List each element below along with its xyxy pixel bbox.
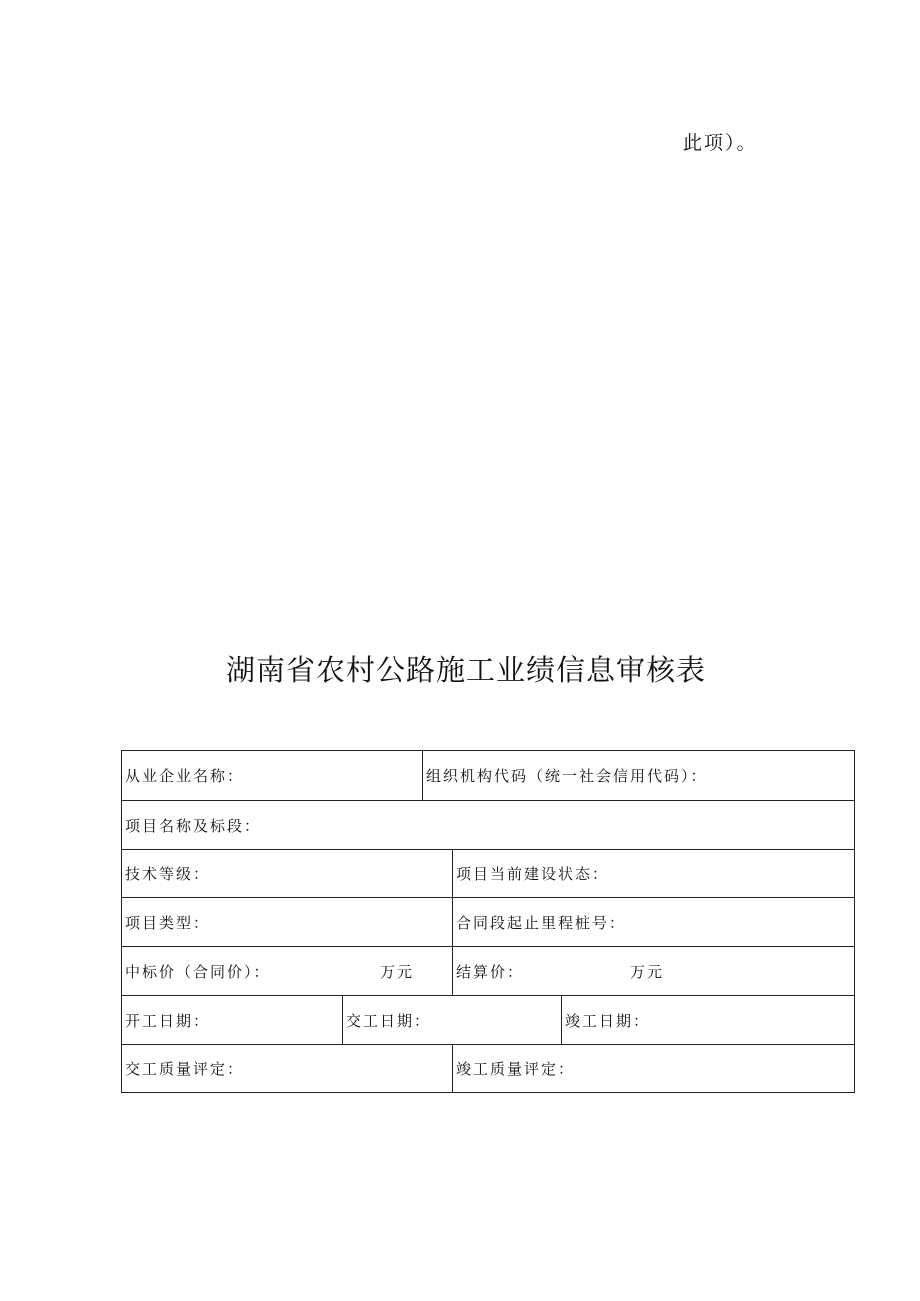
settle-price-field [452, 947, 854, 995]
completion-quality-field: 竣工质量评定： [452, 1045, 854, 1092]
table-row [122, 898, 854, 947]
tech-grade-field: 技术等级： [125, 865, 211, 883]
bid-price-unit: 万元 [380, 962, 415, 981]
document-title: 湖南省农村公路施工业绩信息审核表 [226, 653, 707, 687]
project-type-field: 项目类型： [125, 913, 211, 932]
handover-date-field: 交工日期： [342, 996, 561, 1044]
completion-date-field: 竣工日期： [561, 996, 854, 1044]
settle-price-unit: 万元 [630, 962, 665, 981]
company-name-field: 从业企业名称： [125, 767, 245, 785]
build-status-field: 项目当前建设状态： [452, 850, 854, 897]
table-row [122, 801, 854, 850]
mileage-field: 合同段起止里程桩号： [452, 898, 854, 946]
continued-text: 此项）。 [683, 132, 758, 154]
table-row [122, 1045, 854, 1092]
review-form-table [121, 750, 855, 1093]
table-row [122, 751, 854, 801]
start-date-field: 开工日期： [125, 1011, 211, 1030]
settle-price-label: 结算价： [456, 962, 525, 981]
table-row [122, 996, 854, 1045]
project-name-field: 项目名称及标段： [125, 816, 262, 835]
org-code-field: 组织机构代码（统一社会信用代码）： [422, 751, 854, 800]
table-row [122, 947, 854, 996]
table-row [122, 850, 854, 898]
bid-price-field [122, 947, 452, 995]
bid-price-label: 中标价（合同价）： [125, 962, 271, 981]
handover-quality-field: 交工质量评定： [125, 1060, 245, 1078]
